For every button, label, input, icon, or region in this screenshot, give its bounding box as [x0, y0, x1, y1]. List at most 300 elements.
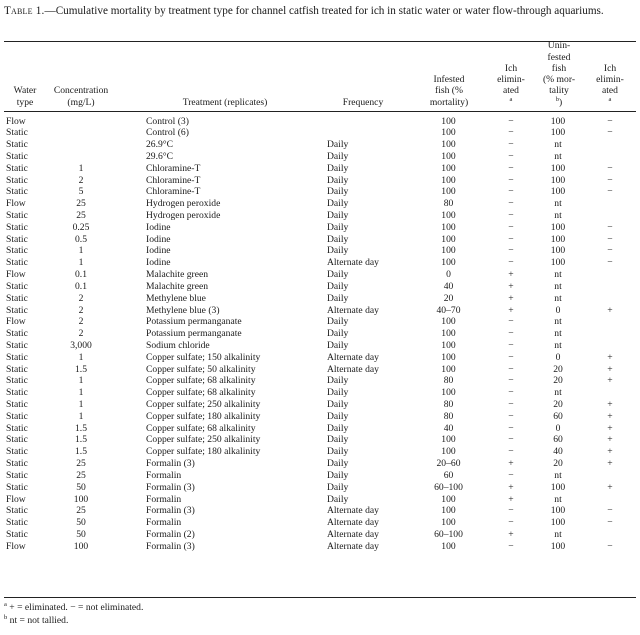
- cell-uninfested-mortality: nt: [554, 339, 562, 351]
- table-row: [0, 352, 640, 364]
- cell-infested-mortality: 100: [441, 339, 456, 351]
- cell-ich-eliminated-1: −: [508, 316, 514, 328]
- cell-water-type: Static: [6, 186, 28, 198]
- cell-infested-mortality: 40: [443, 422, 454, 434]
- cell-concentration: 0.5: [75, 233, 87, 245]
- cell-infested-mortality: 40: [443, 280, 454, 292]
- cell-concentration: 1.5: [75, 422, 87, 434]
- cell-frequency: Daily: [327, 150, 349, 162]
- cell-water-type: Static: [6, 375, 28, 387]
- cell-ich-eliminated-2: +: [607, 351, 613, 363]
- cell-ich-eliminated-2: −: [607, 540, 613, 552]
- cell-treatment: Copper sulfate; 180 alkalinity: [146, 446, 261, 458]
- cell-ich-eliminated-1: −: [508, 339, 514, 351]
- cell-frequency: Daily: [327, 280, 349, 292]
- cell-ich-eliminated-2: −: [607, 127, 613, 139]
- cell-water-type: Static: [6, 162, 28, 174]
- cell-frequency: Daily: [327, 328, 349, 340]
- table-row: [0, 375, 640, 387]
- cell-treatment: Formalin: [146, 493, 182, 505]
- table-row: [0, 541, 640, 553]
- table-row: [0, 387, 640, 399]
- cell-uninfested-mortality: 100: [550, 505, 566, 517]
- cell-water-type: Flow: [6, 540, 26, 552]
- cell-treatment: Potassium permanganate: [146, 316, 242, 328]
- cell-frequency: Daily: [327, 458, 349, 470]
- cell-uninfested-mortality: 100: [550, 481, 566, 493]
- cell-water-type: Static: [6, 280, 28, 292]
- cell-infested-mortality: 40–70: [436, 304, 461, 316]
- header-rule: [4, 111, 636, 112]
- cell-treatment: Formalin (2): [146, 528, 195, 540]
- cell-frequency: Daily: [327, 434, 349, 446]
- table-row: [0, 399, 640, 411]
- cell-infested-mortality: 100: [441, 316, 456, 328]
- cell-water-type: Static: [6, 127, 28, 139]
- cell-frequency: Daily: [327, 493, 349, 505]
- cell-concentration: 25: [76, 458, 86, 470]
- cell-water-type: Static: [6, 434, 28, 446]
- cell-concentration: 1.5: [75, 446, 87, 458]
- bottom-rule: [4, 597, 636, 598]
- cell-ich-eliminated-1: −: [508, 150, 514, 162]
- table-row: [0, 305, 640, 317]
- cell-ich-eliminated-1: −: [508, 127, 514, 139]
- cell-treatment: Iodine: [146, 221, 171, 233]
- cell-concentration: 2: [78, 292, 84, 304]
- cell-water-type: Static: [6, 210, 28, 221]
- cell-ich-eliminated-1: −: [508, 186, 514, 198]
- cell-frequency: Daily: [327, 186, 349, 198]
- header-infested-fish: Infested fish (% mortality): [429, 74, 469, 108]
- cell-treatment: Formalin (3): [146, 505, 195, 517]
- cell-water-type: Static: [6, 351, 28, 363]
- cell-ich-eliminated-2: +: [607, 304, 613, 316]
- cell-concentration: 1: [78, 399, 84, 410]
- cell-treatment: Copper sulfate; 68 alkalinity: [146, 387, 256, 399]
- cell-infested-mortality: 60–100: [434, 481, 463, 493]
- cell-treatment: Copper sulfate; 250 alkalinity: [146, 434, 261, 446]
- cell-treatment: Formalin (3): [146, 458, 195, 470]
- cell-infested-mortality: 100: [441, 245, 456, 257]
- cell-concentration: 1: [78, 387, 84, 399]
- cell-uninfested-mortality: 100: [550, 115, 566, 127]
- caption-text: —Cumulative mortality by treatment type for channel catfish treated for ich in static water or water flow-through aquariums.: [44, 5, 604, 17]
- cell-ich-eliminated-2: +: [607, 375, 613, 387]
- cell-ich-eliminated-2: −: [607, 221, 613, 233]
- cell-ich-eliminated-1: −: [508, 162, 514, 174]
- cell-water-type: Static: [6, 339, 28, 351]
- cell-infested-mortality: 20–60: [436, 458, 461, 470]
- cell-uninfested-mortality: 100: [550, 174, 566, 186]
- cell-concentration: 50: [76, 517, 86, 529]
- cell-concentration: 25: [76, 210, 86, 221]
- header-uninfested-fish: Unin- fested fish (% mor- tality $^b$): [542, 40, 576, 108]
- cell-frequency: Daily: [327, 469, 349, 481]
- cell-infested-mortality: 100: [441, 493, 456, 505]
- cell-treatment: Potassium permanganate: [146, 328, 242, 340]
- cell-infested-mortality: 100: [441, 233, 456, 245]
- cell-ich-eliminated-1: −: [508, 139, 514, 151]
- cell-infested-mortality: 20: [443, 292, 454, 304]
- cell-ich-eliminated-1: +: [508, 493, 514, 505]
- cell-frequency: Daily: [327, 174, 349, 186]
- cell-water-type: Static: [6, 399, 28, 410]
- cell-water-type: Static: [6, 458, 28, 470]
- table-row: [0, 127, 640, 139]
- cell-uninfested-mortality: 20: [553, 458, 563, 470]
- cell-treatment: Control (6): [146, 127, 189, 139]
- cell-ich-eliminated-1: −: [508, 446, 514, 458]
- table-row: [0, 328, 640, 340]
- cell-water-type: Static: [6, 481, 28, 493]
- cell-concentration: 25: [76, 505, 86, 517]
- cell-infested-mortality: 100: [441, 540, 456, 552]
- cell-frequency: Daily: [327, 399, 349, 410]
- cell-infested-mortality: 100: [441, 221, 456, 233]
- cell-infested-mortality: 100: [441, 186, 456, 198]
- cell-water-type: Static: [6, 505, 28, 517]
- cell-treatment: Methylene blue: [146, 292, 206, 304]
- cell-ich-eliminated-1: +: [508, 280, 514, 292]
- footnote-b: $^b$ nt = not tallied.: [4, 613, 69, 626]
- table-row: [0, 245, 640, 257]
- cell-ich-eliminated-2: +: [607, 410, 613, 422]
- cell-concentration: 25: [76, 198, 86, 210]
- cell-water-type: Static: [6, 446, 28, 458]
- cell-concentration: 0.1: [75, 269, 87, 281]
- cell-ich-eliminated-1: −: [508, 517, 514, 529]
- caption-label: Table 1.: [4, 5, 45, 17]
- cell-uninfested-mortality: nt: [554, 269, 562, 281]
- cell-water-type: Flow: [6, 269, 26, 281]
- cell-ich-eliminated-1: −: [508, 351, 514, 363]
- cell-frequency: Alternate day: [327, 528, 379, 540]
- cell-ich-eliminated-1: −: [508, 399, 514, 410]
- cell-ich-eliminated-2: −: [607, 245, 613, 257]
- cell-water-type: Static: [6, 387, 28, 399]
- cell-concentration: 0.1: [75, 280, 87, 292]
- cell-ich-eliminated-2: +: [607, 458, 613, 470]
- cell-uninfested-mortality: 100: [550, 186, 566, 198]
- cell-ich-eliminated-1: +: [508, 528, 514, 540]
- cell-concentration: 2: [78, 328, 84, 340]
- cell-treatment: Formalin (3): [146, 540, 195, 552]
- cell-uninfested-mortality: 20: [553, 399, 563, 410]
- table-row: [0, 316, 640, 328]
- header-ich-eliminated-1: Ich elimin- ated $^a$: [497, 62, 525, 103]
- cell-infested-mortality: 80: [443, 375, 454, 387]
- cell-infested-mortality: 100: [441, 434, 456, 446]
- table-row: [0, 340, 640, 352]
- cell-uninfested-mortality: nt: [554, 316, 562, 328]
- table-row: [0, 529, 640, 541]
- cell-uninfested-mortality: 60: [553, 410, 563, 422]
- cell-frequency: Daily: [327, 139, 349, 151]
- cell-treatment: Iodine: [146, 257, 171, 269]
- cell-treatment: Hydrogen peroxide: [146, 210, 221, 221]
- cell-ich-eliminated-2: −: [607, 505, 613, 517]
- cell-water-type: Flow: [6, 493, 26, 505]
- cell-treatment: Malachite green: [146, 280, 209, 292]
- cell-ich-eliminated-2: +: [607, 446, 613, 458]
- cell-ich-eliminated-2: +: [607, 363, 613, 375]
- table-body: [0, 116, 640, 553]
- table-row: [0, 269, 640, 281]
- cell-frequency: Daily: [327, 422, 349, 434]
- cell-frequency: Alternate day: [327, 517, 379, 529]
- cell-uninfested-mortality: 100: [550, 540, 566, 552]
- cell-ich-eliminated-2: −: [607, 257, 613, 269]
- cell-frequency: Daily: [327, 269, 349, 281]
- cell-ich-eliminated-1: +: [508, 481, 514, 493]
- cell-water-type: Static: [6, 174, 28, 186]
- cell-infested-mortality: 100: [441, 162, 456, 174]
- cell-water-type: Static: [6, 233, 28, 245]
- cell-water-type: Static: [6, 292, 28, 304]
- cell-concentration: 0.25: [72, 221, 90, 233]
- footnote-a: $^a$ + = eliminated. − = not eliminated.: [4, 600, 144, 613]
- cell-uninfested-mortality: nt: [554, 292, 562, 304]
- cell-uninfested-mortality: 20: [553, 363, 563, 375]
- cell-infested-mortality: 100: [441, 517, 456, 529]
- cell-frequency: Daily: [327, 446, 349, 458]
- cell-treatment: Copper sulfate; 250 alkalinity: [146, 399, 261, 410]
- table-row: [0, 281, 640, 293]
- cell-ich-eliminated-1: −: [508, 410, 514, 422]
- cell-uninfested-mortality: nt: [554, 139, 562, 151]
- cell-treatment: Copper sulfate; 180 alkalinity: [146, 410, 261, 422]
- table-row: [0, 517, 640, 529]
- cell-treatment: Copper sulfate; 68 alkalinity: [146, 422, 256, 434]
- cell-uninfested-mortality: 60: [553, 434, 563, 446]
- cell-ich-eliminated-1: −: [508, 505, 514, 517]
- cell-uninfested-mortality: nt: [554, 387, 562, 399]
- cell-ich-eliminated-2: +: [607, 481, 613, 493]
- cell-water-type: Static: [6, 245, 28, 257]
- cell-ich-eliminated-1: −: [508, 198, 514, 210]
- cell-frequency: Alternate day: [327, 304, 379, 316]
- cell-concentration: 100: [73, 540, 89, 552]
- cell-treatment: Copper sulfate; 50 alkalinity: [146, 363, 256, 375]
- cell-frequency: Alternate day: [327, 257, 379, 269]
- cell-ich-eliminated-1: +: [508, 269, 514, 281]
- cell-frequency: Daily: [327, 210, 349, 221]
- cell-frequency: Daily: [327, 245, 349, 257]
- cell-uninfested-mortality: nt: [554, 198, 562, 210]
- cell-ich-eliminated-1: −: [508, 245, 514, 257]
- cell-ich-eliminated-1: −: [508, 233, 514, 245]
- cell-infested-mortality: 100: [441, 328, 456, 340]
- table-row: [0, 411, 640, 423]
- cell-uninfested-mortality: 0: [555, 422, 561, 434]
- cell-treatment: Iodine: [146, 245, 171, 257]
- cell-ich-eliminated-2: −: [607, 186, 613, 198]
- cell-concentration: 50: [76, 481, 86, 493]
- cell-concentration: 1.5: [75, 434, 87, 446]
- cell-concentration: 2: [78, 304, 84, 316]
- cell-treatment: Sodium chloride: [146, 339, 210, 351]
- cell-uninfested-mortality: nt: [554, 150, 562, 162]
- cell-infested-mortality: 100: [441, 174, 456, 186]
- table-row: [0, 222, 640, 234]
- cell-ich-eliminated-1: −: [508, 540, 514, 552]
- cell-concentration: 25: [76, 469, 86, 481]
- cell-uninfested-mortality: 100: [550, 233, 566, 245]
- cell-frequency: Daily: [327, 339, 349, 351]
- cell-concentration: 100: [73, 493, 89, 505]
- header-concentration: Concentration (mg/L): [53, 85, 109, 108]
- cell-infested-mortality: 100: [441, 127, 456, 139]
- table-row: [0, 234, 640, 246]
- cell-water-type: Static: [6, 410, 28, 422]
- cell-concentration: 3,000: [70, 339, 92, 351]
- cell-treatment: 26.9°C: [146, 139, 174, 151]
- cell-infested-mortality: 100: [441, 150, 456, 162]
- cell-uninfested-mortality: 100: [550, 245, 566, 257]
- cell-uninfested-mortality: 20: [553, 375, 563, 387]
- table-row: [0, 364, 640, 376]
- table-row: [0, 198, 640, 210]
- cell-water-type: Static: [6, 517, 28, 529]
- cell-uninfested-mortality: nt: [554, 210, 562, 221]
- cell-concentration: 2: [78, 316, 84, 328]
- cell-infested-mortality: 100: [441, 446, 456, 458]
- cell-ich-eliminated-2: +: [607, 422, 613, 434]
- cell-ich-eliminated-2: +: [607, 399, 613, 410]
- cell-concentration: 1: [78, 351, 84, 363]
- cell-infested-mortality: 100: [441, 363, 456, 375]
- cell-concentration: 1: [78, 410, 84, 422]
- cell-treatment: Chloramine-T: [146, 162, 201, 174]
- table-row: [0, 423, 640, 435]
- cell-frequency: Alternate day: [327, 351, 379, 363]
- table-row: [0, 482, 640, 494]
- cell-water-type: Static: [6, 139, 28, 151]
- cell-infested-mortality: 100: [441, 505, 456, 517]
- cell-uninfested-mortality: 100: [550, 221, 566, 233]
- cell-infested-mortality: 100: [441, 351, 456, 363]
- cell-uninfested-mortality: nt: [554, 280, 562, 292]
- cell-treatment: Hydrogen peroxide: [146, 198, 221, 210]
- cell-uninfested-mortality: 100: [550, 162, 566, 174]
- cell-infested-mortality: 100: [441, 257, 456, 269]
- table-row: [0, 175, 640, 187]
- cell-treatment: 29.6°C: [146, 150, 174, 162]
- cell-concentration: 1: [78, 245, 84, 257]
- cell-infested-mortality: 60: [443, 469, 454, 481]
- cell-frequency: Daily: [327, 221, 349, 233]
- cell-ich-eliminated-1: −: [508, 363, 514, 375]
- table-row: [0, 470, 640, 482]
- cell-concentration: 1.5: [75, 363, 87, 375]
- cell-treatment: Chloramine-T: [146, 174, 201, 186]
- cell-ich-eliminated-2: −: [607, 174, 613, 186]
- cell-infested-mortality: 100: [441, 139, 456, 151]
- cell-infested-mortality: 80: [443, 399, 454, 410]
- cell-uninfested-mortality: 100: [550, 127, 566, 139]
- cell-ich-eliminated-1: −: [508, 210, 514, 221]
- cell-water-type: Static: [6, 363, 28, 375]
- cell-frequency: Daily: [327, 292, 349, 304]
- cell-infested-mortality: 80: [443, 410, 454, 422]
- table-row: [0, 186, 640, 198]
- cell-concentration: 5: [78, 186, 84, 198]
- cell-ich-eliminated-1: +: [508, 304, 514, 316]
- cell-water-type: Flow: [6, 115, 26, 127]
- table-row: [0, 458, 640, 470]
- cell-ich-eliminated-1: −: [508, 469, 514, 481]
- cell-infested-mortality: 100: [441, 115, 456, 127]
- cell-ich-eliminated-1: −: [508, 422, 514, 434]
- cell-ich-eliminated-2: +: [607, 434, 613, 446]
- cell-water-type: Static: [6, 257, 28, 269]
- table-caption: [4, 4, 636, 18]
- table-row: [0, 293, 640, 305]
- table-row: [0, 257, 640, 269]
- cell-ich-eliminated-2: −: [607, 115, 613, 127]
- cell-ich-eliminated-1: −: [508, 328, 514, 340]
- cell-frequency: Daily: [327, 198, 349, 210]
- cell-infested-mortality: 80: [443, 198, 454, 210]
- table-row: [0, 139, 640, 151]
- header-ich-eliminated-2: Ich elimin- ated $^a$: [596, 62, 624, 103]
- table-row: [0, 494, 640, 506]
- cell-uninfested-mortality: nt: [554, 528, 562, 540]
- cell-water-type: Static: [6, 422, 28, 434]
- cell-ich-eliminated-1: +: [508, 292, 514, 304]
- cell-uninfested-mortality: nt: [554, 328, 562, 340]
- cell-water-type: Static: [6, 304, 28, 316]
- cell-water-type: Static: [6, 328, 28, 340]
- cell-treatment: Methylene blue (3): [146, 304, 220, 316]
- cell-frequency: Daily: [327, 481, 349, 493]
- cell-treatment: Malachite green: [146, 269, 209, 281]
- cell-concentration: 1: [78, 375, 84, 387]
- cell-frequency: Daily: [327, 387, 349, 399]
- header-water-type: Water type: [13, 85, 37, 108]
- cell-uninfested-mortality: 0: [555, 351, 561, 363]
- cell-ich-eliminated-1: −: [508, 115, 514, 127]
- cell-ich-eliminated-1: +: [508, 458, 514, 470]
- cell-ich-eliminated-2: −: [607, 517, 613, 529]
- cell-frequency: Alternate day: [327, 363, 379, 375]
- cell-treatment: Copper sulfate; 150 alkalinity: [146, 351, 261, 363]
- cell-water-type: Static: [6, 221, 28, 233]
- cell-frequency: Alternate day: [327, 505, 379, 517]
- cell-treatment: Copper sulfate; 68 alkalinity: [146, 375, 256, 387]
- cell-treatment: Control (3): [146, 115, 189, 127]
- cell-concentration: 1: [78, 257, 84, 269]
- cell-uninfested-mortality: nt: [554, 493, 562, 505]
- cell-water-type: Static: [6, 469, 28, 481]
- cell-water-type: Static: [6, 528, 28, 540]
- cell-concentration: 50: [76, 528, 86, 540]
- cell-uninfested-mortality: 100: [550, 257, 566, 269]
- cell-uninfested-mortality: 100: [550, 517, 566, 529]
- header-treatment: Treatment (replicates): [182, 96, 268, 108]
- cell-treatment: Formalin: [146, 517, 182, 529]
- cell-infested-mortality: 0: [446, 269, 451, 281]
- cell-ich-eliminated-2: −: [607, 162, 613, 174]
- cell-frequency: Daily: [327, 316, 349, 328]
- cell-water-type: Flow: [6, 198, 26, 210]
- cell-ich-eliminated-1: −: [508, 174, 514, 186]
- table-row: [0, 434, 640, 446]
- cell-treatment: Iodine: [146, 233, 171, 245]
- cell-uninfested-mortality: 40: [553, 446, 563, 458]
- cell-uninfested-mortality: nt: [554, 469, 562, 481]
